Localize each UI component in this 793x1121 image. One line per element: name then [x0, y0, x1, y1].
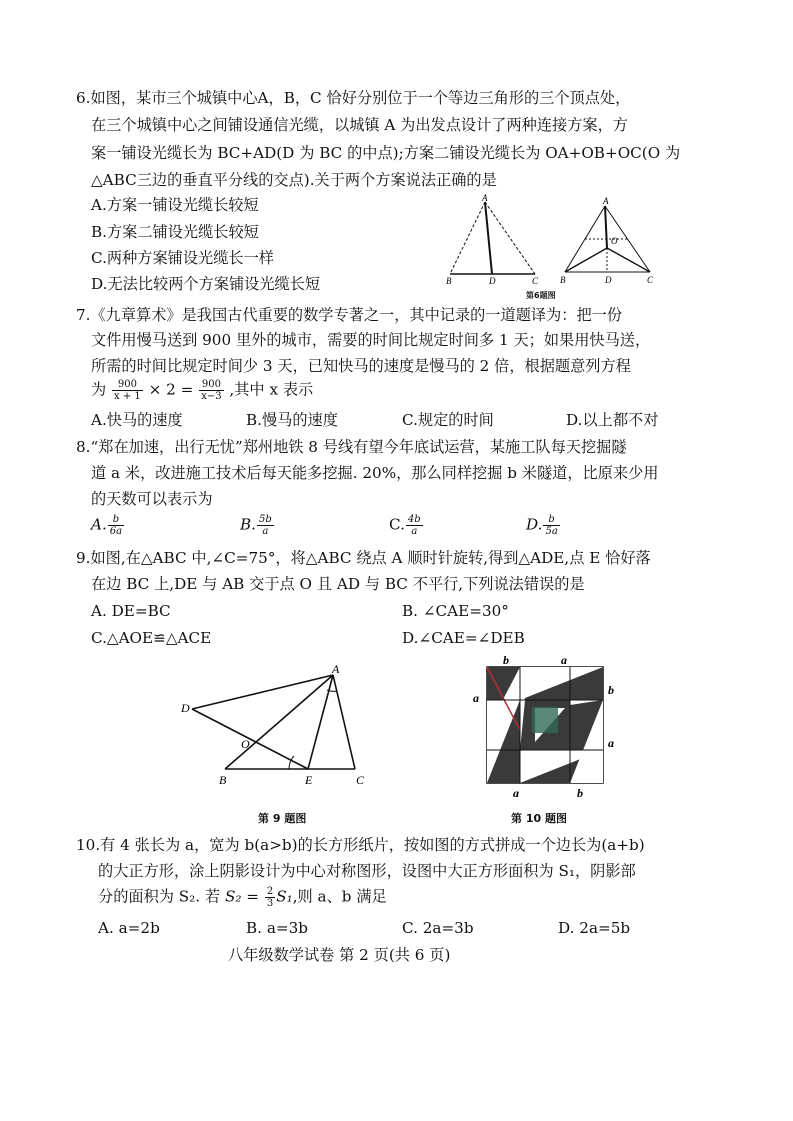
- q10-line-1: 10.有 4 张长为 a，宽为 b(a>b)的长方形纸片，按如图的方式拼成一个边长为(a+b): [76, 836, 645, 854]
- q6-fig-label-b1: B: [446, 276, 452, 286]
- q9-option-a: A. DE=BC: [91, 602, 171, 620]
- q8-option-a: [91, 514, 125, 537]
- q10-equation-fraction: [265, 886, 275, 909]
- q6-fig-label-a1: A: [482, 193, 488, 203]
- q10-fig-label-left-a: a: [473, 691, 479, 705]
- q6-line-3: 案一铺设光缆长为 BC+AD(D 为 BC 的中点);方案二铺设光缆长为 OA+OB+OC(O 为: [91, 144, 681, 162]
- q10-center-square: [532, 707, 558, 733]
- q8-option-d-denominator: 5a: [545, 526, 558, 537]
- q9-fig-label-b: B: [219, 773, 227, 787]
- q8-line-1: 8.“郑在加速，出行无忧”郑州地铁 8 号线有望今年底试运营，某施工队每天挖掘隧: [76, 438, 627, 456]
- q6-fig-label-b2: B: [560, 275, 566, 285]
- q7-fraction-1-denominator: x + 1: [114, 391, 141, 402]
- q8-option-b-label: B.: [240, 515, 256, 534]
- q10-fig-label-bottom-b: b: [577, 786, 583, 800]
- q9-option-b: B. ∠CAE=30°: [402, 602, 509, 620]
- q7-fraction-1-numerator: 900: [112, 379, 143, 391]
- q8-option-d-numerator: b: [543, 514, 559, 526]
- q9-line-2: 在边 BC 上,DE 与 AB 交于点 O 且 AD 与 BC 不平行,下列说法错误的是: [91, 575, 585, 593]
- q9-line-1: 9.如图,在△ABC 中,∠C=75°，将△ABC 绕点 A 顺时针旋转,得到△ADE,点 E 恰好落: [76, 549, 651, 567]
- q6-option-d: D.无法比较两个方案铺设光缆长短: [91, 275, 321, 293]
- q7-line-4: [91, 379, 313, 402]
- q7-option-b: B.慢马的速度: [246, 411, 338, 429]
- q8-option-b: [240, 514, 275, 537]
- q6-figure-scheme-2: [565, 206, 650, 272]
- q9-fig-label-a: A: [332, 662, 340, 676]
- q10-option-a: A. a=2b: [98, 919, 160, 937]
- q9-fig-label-d: D: [181, 701, 190, 715]
- q9-option-c: C.△AOE≌△ACE: [91, 629, 212, 647]
- q6-option-a: A.方案一铺设光缆长较短: [91, 196, 259, 214]
- q10-equation-rhs: S₁: [276, 887, 293, 906]
- q9-fig-label-c: C: [356, 773, 365, 787]
- q8-option-c-label: C.: [389, 515, 405, 534]
- q8-line-3: 的天数可以表示为: [91, 490, 213, 508]
- q10-fig-label-top-a: a: [561, 653, 567, 667]
- q6-figure: [440, 192, 670, 297]
- q8-option-c: [389, 514, 424, 537]
- page-footer: 八年级数学试卷 第 2 页(共 6 页): [228, 946, 451, 964]
- q8-option-a-numerator: b: [108, 514, 124, 526]
- q6-figure-scheme-1: [450, 202, 535, 274]
- q8-option-a-label: A.: [91, 515, 107, 534]
- q10-fig-label-bottom-a: a: [513, 786, 519, 800]
- q7-equation-middle: × 2 =: [148, 380, 194, 399]
- q10-figure: [465, 650, 625, 800]
- q10-line-3-suffix: ,则 a、b 满足: [292, 887, 387, 906]
- q10-equation-lhs: S₂ =: [224, 887, 259, 906]
- q10-line-2: 的大正方形，涂上阴影设计为中心对称图形，设图中大正方形面积为 S₁，阴影部: [98, 862, 636, 880]
- q10-equation-numerator: 2: [266, 886, 274, 897]
- q6-fig-label-o: O: [611, 236, 618, 246]
- q6-fig-label-c1: C: [532, 276, 539, 286]
- q7-equation-prefix: 为: [91, 380, 107, 399]
- q6-figure-caption: 第6题图: [526, 291, 556, 300]
- q9-fig-label-e: E: [305, 773, 313, 787]
- q7-fraction-2-denominator: x−3: [201, 391, 222, 402]
- q7-line-2: 文件用慢马送到 900 里外的城市，需要的时间比规定时间多 1 天；如果用快马送，: [91, 331, 651, 349]
- q8-option-c-numerator: 4b: [407, 514, 421, 525]
- q6-fig-label-c2: C: [647, 275, 654, 285]
- q6-line-2: 在三个城镇中心之间铺设通信光缆，以城镇 A 为出发点设计了两种连接方案，方: [91, 116, 628, 134]
- q6-option-b: B.方案二铺设光缆长较短: [91, 223, 259, 241]
- q7-option-d: D.以上都不对: [566, 411, 659, 429]
- q10-fig-label-right-a: a: [608, 736, 614, 750]
- q8-option-a-fraction: [108, 514, 124, 537]
- q10-fig-label-right-b: b: [608, 683, 614, 697]
- q7-line-3: 所需的时间比规定时间少 3 天，已知快马的速度是慢马的 2 倍，根据题意列方程: [91, 357, 631, 375]
- q10-option-b: B. a=3b: [246, 919, 308, 937]
- q10-option-d: D. 2a=5b: [558, 919, 631, 937]
- q7-fraction-1: [112, 379, 143, 402]
- q8-option-b-numerator: 5b: [259, 514, 272, 525]
- q7-equation-suffix: ,其中 x 表示: [229, 380, 314, 399]
- q8-option-a-denominator: 6a: [109, 526, 123, 537]
- q10-equation-denominator: 3: [266, 898, 274, 909]
- q7-option-a: A.快马的速度: [91, 411, 183, 429]
- q6-fig-label-a2: A: [603, 196, 609, 206]
- q7-fraction-2: [199, 379, 223, 402]
- q10-line-3-prefix: 分的面积为 S₂. 若: [98, 887, 221, 906]
- q8-option-b-fraction: [257, 514, 274, 537]
- q9-option-d: D.∠CAE=∠DEB: [402, 629, 525, 647]
- q6-line-4: △ABC三边的垂直平分线的交点).关于两个方案说法正确的是: [91, 171, 497, 189]
- q7-option-c: C.规定的时间: [402, 411, 494, 429]
- q6-line-1: 6.如图，某市三个城镇中心A，B，C 恰好分别位于一个等边三角形的三个顶点处，: [76, 89, 631, 107]
- q9-figure-caption: 第 9 题图: [258, 812, 307, 825]
- q8-option-c-denominator: a: [411, 526, 418, 537]
- q10-fig-label-top-b: b: [503, 653, 509, 667]
- q8-option-d-fraction: [543, 514, 559, 537]
- q6-fig-label-d1: D: [489, 276, 496, 286]
- q8-line-2: 道 a 米，改进施工技术后每天能多挖掘. 20%，那么同样挖掘 b 米隧道，比原来少用: [91, 464, 659, 482]
- q8-option-d-label: D.: [526, 515, 543, 534]
- q8-option-d: [526, 514, 561, 537]
- q9-figure: [175, 660, 375, 790]
- q8-option-b-denominator: a: [262, 526, 269, 537]
- q10-line-3: [98, 886, 387, 909]
- q10-option-c: C. 2a=3b: [402, 919, 474, 937]
- q6-option-c: C.两种方案铺设光缆长一样: [91, 249, 274, 267]
- q7-fraction-2-numerator: 900: [199, 379, 223, 391]
- q9-fig-label-o: O: [241, 737, 250, 751]
- q10-figure-caption: 第 10 题图: [511, 812, 567, 825]
- q8-option-c-fraction: [406, 514, 423, 537]
- q7-line-1: 7.《九章算术》是我国古代重要的数学专著之一，其中记录的一道题译为：把一份: [76, 306, 623, 324]
- q6-fig-label-d2: D: [605, 275, 612, 285]
